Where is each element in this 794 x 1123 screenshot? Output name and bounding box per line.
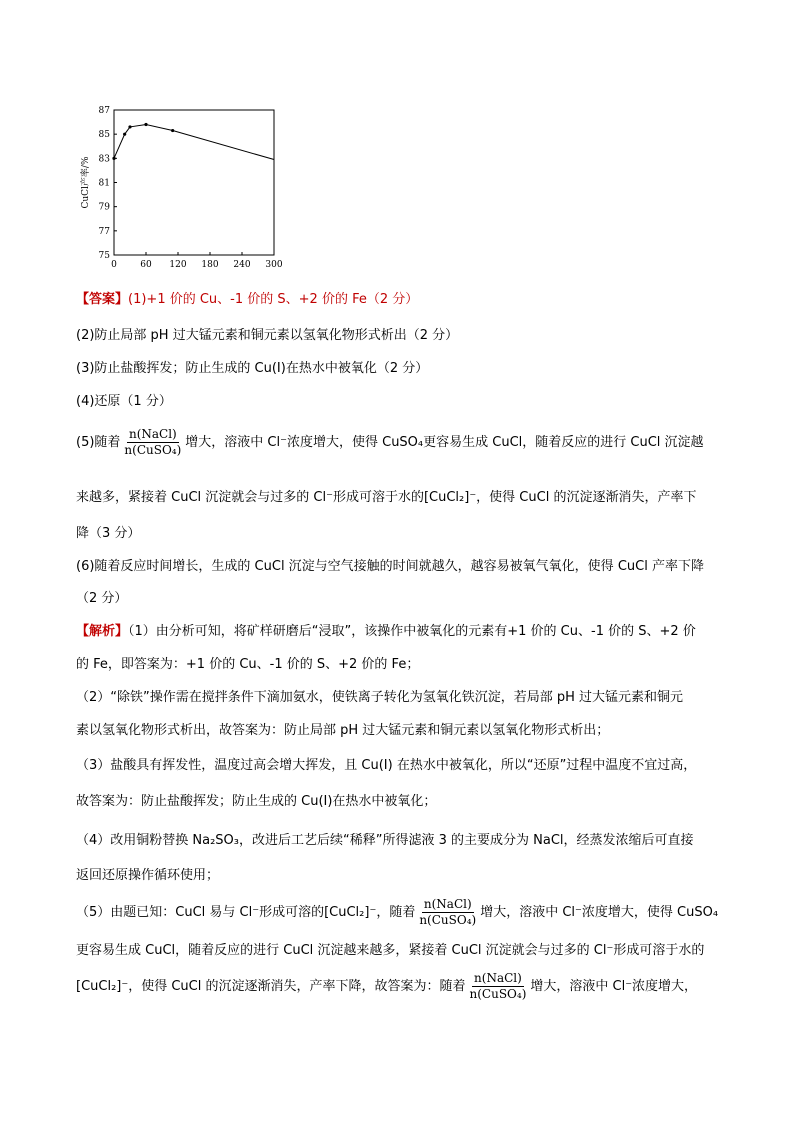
x-tick-label: 60: [140, 260, 152, 270]
answer-5-line-3: 降（3 分）: [76, 526, 141, 541]
yield-chart: [76, 102, 288, 274]
answer-5-line-2: 来越多，紧接着 CuCl 沉淀就会与过多的 Cl⁻形成可溶于水的[CuCl₂]⁻，使得 CuCl 的沉淀逐渐消失，产率下: [76, 490, 697, 505]
y-tick-label: 77: [98, 226, 110, 237]
analysis-5-line-3: [76, 970, 697, 1004]
fraction-denominator: n(CuSO₄): [469, 987, 527, 1001]
analysis-5-text-a: （5）由题已知：CuCl 易与 Cl⁻形成可溶的[CuCl₂]⁻，随着: [76, 905, 416, 920]
y-tick-label: 75: [98, 251, 110, 261]
x-tick-label: 300: [265, 260, 283, 270]
yield-chart-svg: [76, 102, 288, 274]
answer-6-line-1: (6)随着反应时间增长，生成的 CuCl 沉淀与空气接触的时间就越久，越容易被氧气氧化，使得 CuCl 产率下降: [76, 559, 704, 574]
y-tick-label: 79: [98, 202, 110, 213]
data-point: [112, 157, 115, 160]
plot-frame: [114, 110, 274, 255]
analysis-5-text-b: 增大，溶液中 Cl⁻浓度增大，使得 CuSO₄: [480, 905, 719, 920]
x-tick-label: 120: [169, 260, 187, 270]
analysis-1-line-2: 的 Fe，即答案为：+1 价的 Cu、-1 价的 S、+2 价的 Fe；: [76, 657, 420, 672]
answer-line-1: [76, 291, 418, 309]
analysis-5-text-d: 增大，溶液中 Cl⁻浓度增大，: [530, 979, 698, 994]
answer-tag: 【答案】: [76, 292, 129, 307]
answer-3: (3)防止盐酸挥发；防止生成的 Cu(I)在热水中被氧化（2 分）: [76, 361, 429, 376]
y-tick-label: 81: [98, 178, 110, 189]
analysis-1-text: （1）由分析可知，将矿样研磨后“浸取”，该操作中被氧化的元素有+1 价的 Cu、-1 价的 S、+2 价: [128, 624, 696, 639]
analysis-3-line-1: （3）盐酸具有挥发性，温度过高会增大挥发，且 Cu(I) 在热水中被氧化，所以“还原”过程中温度不宜过高，: [76, 758, 697, 773]
fraction-denominator: n(CuSO₄): [124, 443, 182, 457]
fraction: [468, 971, 529, 1002]
analysis-2-line-2: 素以氢氧化物形式析出，故答案为：防止局部 pH 过大锰元素和铜元素以氢氧化物形式析出；: [76, 723, 610, 738]
answer-6-line-2: （2 分）: [76, 591, 128, 606]
data-point: [144, 123, 147, 126]
answer-5-post: 增大，溶液中 Cl⁻浓度增大，使得 CuSO₄更容易生成 CuCl，随着反应的进行 CuCl 沉淀越: [185, 435, 704, 450]
data-point: [123, 133, 126, 136]
answer-1: (1)+1 价的 Cu、-1 价的 S、+2 价的 Fe（2 分）: [128, 292, 419, 307]
analysis-4-line-1: （4）改用铜粉替换 Na₂SO₃，改进后工艺后续“稀释”所得滤液 3 的主要成分为 NaCl，经蒸发浓缩后可直接: [76, 833, 694, 848]
analysis-5-line-2: 更容易生成 CuCl，随着反应的进行 CuCl 沉淀越来越多，紧接着 CuCl 沉淀就会与过多的 Cl⁻形成可溶于水的: [76, 943, 705, 958]
x-tick-label: 240: [233, 260, 251, 270]
answer-5-pre: (5)随着: [76, 435, 121, 450]
y-tick-label: 85: [98, 130, 110, 141]
fraction-numerator: n(NaCl): [128, 427, 177, 441]
x-tick-label: 0: [111, 260, 117, 270]
series-line: [114, 125, 274, 160]
analysis-1-line-1: [76, 623, 696, 641]
fraction-numerator: n(NaCl): [474, 971, 522, 985]
answer-2: (2)防止局部 pH 过大锰元素和铜元素以氢氧化物形式析出（2 分）: [76, 328, 459, 343]
analysis-4-line-2: 返回还原操作循环使用；: [76, 868, 220, 883]
analysis-5-line-1: [76, 896, 718, 930]
y-tick-label: 87: [98, 106, 110, 116]
fraction: [417, 897, 478, 928]
fraction-denominator: n(CuSO₄): [419, 913, 477, 927]
fraction-numerator: n(NaCl): [423, 897, 472, 911]
answer-4: (4)还原（1 分）: [76, 394, 172, 409]
analysis-2-line-1: （2）“除铁”操作需在搅拌条件下滴加氨水，使铁离子转化为氢氧化铁沉淀，若局部 pH 过大锰元素和铜元: [76, 690, 684, 705]
y-tick-label: 83: [98, 154, 110, 165]
fraction: [122, 427, 183, 458]
data-point: [171, 129, 174, 132]
analysis-3-line-2: 故答案为：防止盐酸挥发；防止生成的 Cu(I)在热水中被氧化；: [76, 794, 437, 809]
data-point: [128, 125, 131, 128]
analysis-5-text-c: [CuCl₂]⁻，使得 CuCl 的沉淀逐渐消失，产率下降，故答案为：随着: [76, 979, 466, 994]
analysis-tag: 【解析】: [76, 624, 129, 639]
answer-5-line-1: [76, 426, 704, 460]
x-tick-label: 180: [201, 260, 219, 270]
y-axis-label: CuCl产率/%: [81, 156, 91, 209]
